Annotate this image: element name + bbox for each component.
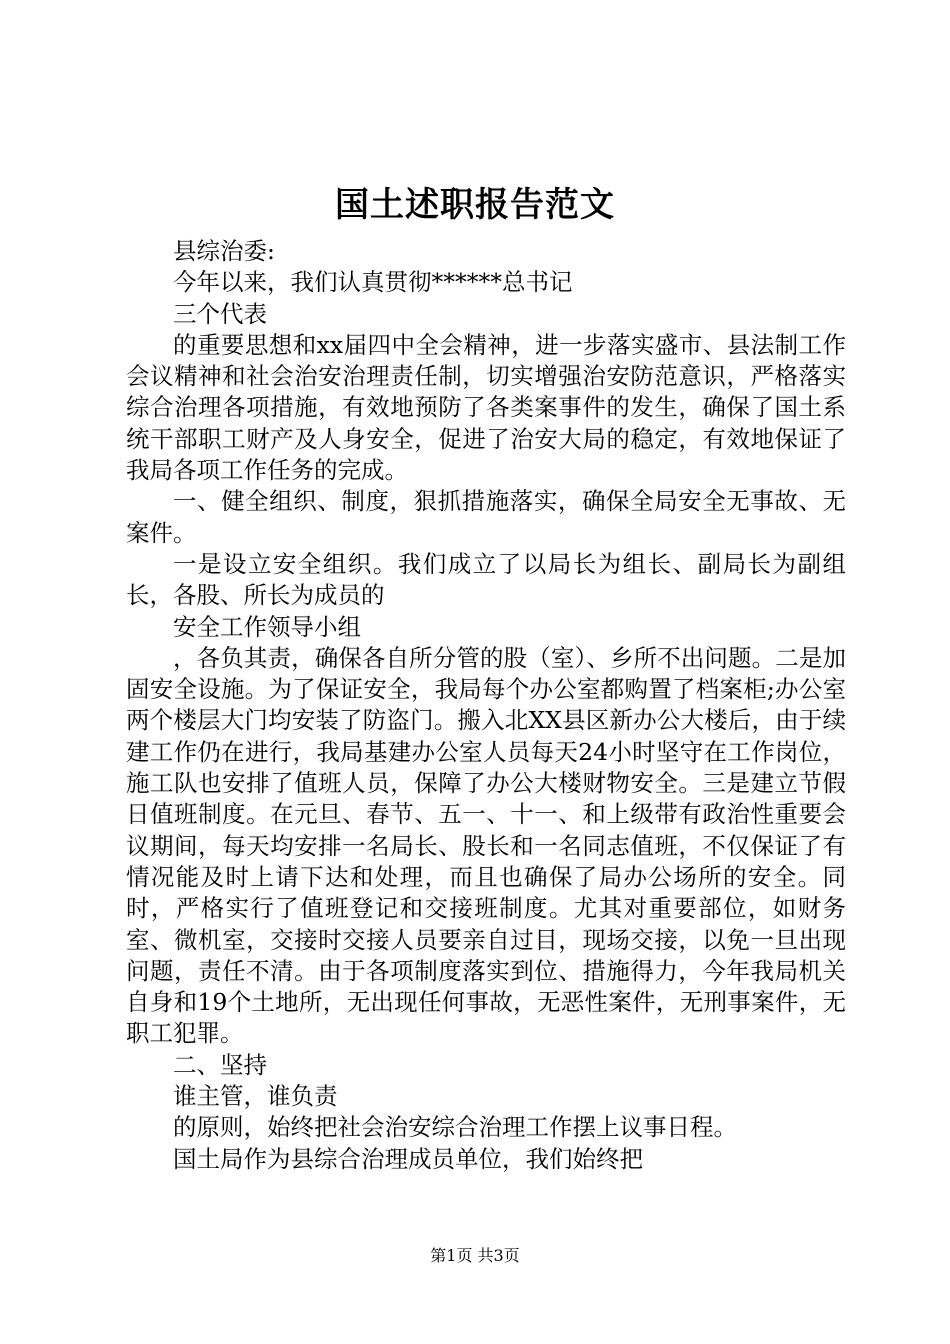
paragraph: 安全工作领导小组 bbox=[173, 612, 361, 641]
document-body bbox=[126, 236, 846, 1175]
page-footer: 第1页 共3页 bbox=[430, 1246, 520, 1265]
paragraph: 一是设立安全组织。我们成立了以局长为组长、副局长为副组长，各股、所长为成员的 bbox=[126, 549, 846, 610]
paragraph: 二、坚持 bbox=[173, 1050, 267, 1079]
paragraph: 今年以来，我们认真贯彻******总书记 bbox=[173, 268, 573, 297]
paragraph: 三个代表 bbox=[173, 299, 267, 328]
paragraph: 国土局作为县综合治理成员单位，我们始终把 bbox=[173, 1144, 643, 1173]
paragraph: 一、健全组织、制度，狠抓措施落实，确保全局安全无事故、无案件。 bbox=[126, 487, 846, 547]
paragraph: 谁主管，谁负责 bbox=[173, 1082, 338, 1111]
paragraph: ，各负其责，确保各自所分管的股（室）、乡所不出问题。二是加固安全设施。为了保证安全，我局每个办公室都购置了档案柜;办公室两个楼层大门均安装了防盗门。搬入北XX县区新办公大楼后，由于续建工作仍在进行，我局基建办公室人员每天24小时坚守在工作岗位，施工队也安排了值班人员，保障了办公大楼财物安全。三是建立节假日值班制度。在元旦、春节、五一、十一、和上级带有政治性重要会议期间，每天均安排一名局长、股长和一名同志值班，不仅保证了有情况能及时上请下达和处理，而且也确保了局办公场所的安全。同时，严格实行了值班登记和交接班制度。尤其对重要部位，如财务室、微机室，交接时交接人员要亲自过目，现场交接，以免一旦出现问题，责任不清。由于各项制度落实到位、措施得力，今年我局机关自身和19个土地所，无出现任何事故，无恶性案件，无刑事案件，无职工犯罪。 bbox=[126, 643, 846, 1048]
paragraph: 的原则，始终把社会治安综合治理工作摆上议事日程。 bbox=[173, 1113, 737, 1142]
paragraph: 的重要思想和xx届四中全会精神，进一步落实盛市、县法制工作会议精神和社会治安治理责任制，切实增强治安防范意识，严格落实综合治理各项措施，有效地预防了各类案事件的发生，确保了国土系统干部职工财产及人身安全，促进了治安大局的稳定，有效地保证了我局各项工作任务的完成。 bbox=[126, 330, 846, 485]
paragraph: 县综治委: bbox=[173, 237, 275, 265]
document-title: 国土述职报告范文 bbox=[335, 185, 615, 225]
